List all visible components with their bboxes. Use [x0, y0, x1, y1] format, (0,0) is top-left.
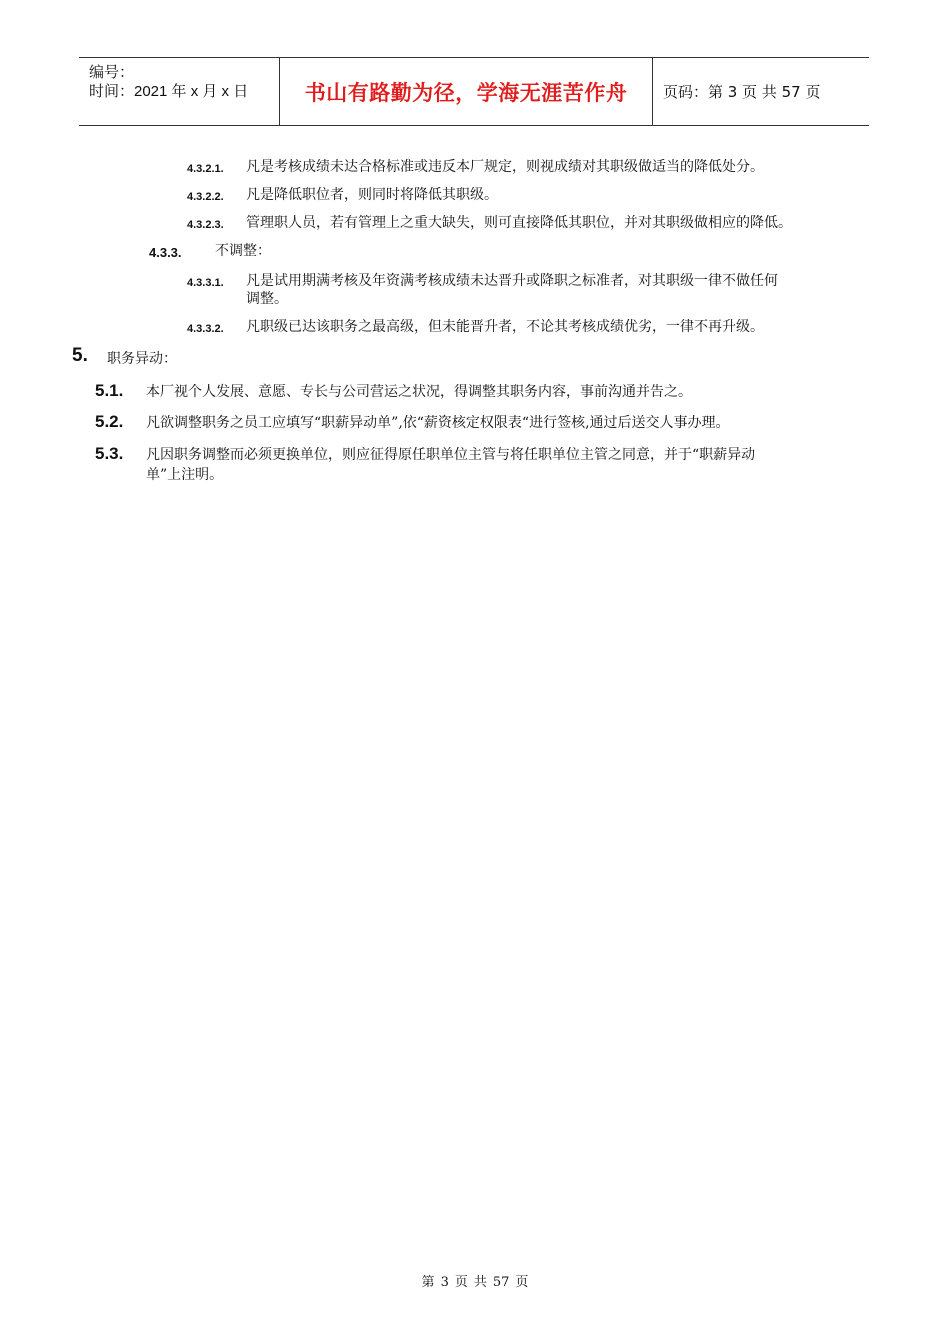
document-header: [79, 57, 869, 126]
section-text-line1: 凡是试用期满考核及年资满考核成绩未达晋升或降职之标准者，对其职级一律不做任何: [246, 273, 778, 289]
section-number: 5.3.: [95, 444, 124, 463]
section-text: 凡欲调整职务之员工应填写“职薪异动单”,依“薪资核定权限表“进行签核,通过后送交人事办理。: [146, 415, 730, 431]
section-number: 4.3.3.2.: [187, 323, 224, 335]
section-text: 管理职人员，若有管理上之重大缺失，则可直接降低其职位，并对其职级做相应的降低。: [246, 215, 792, 231]
section-text: 本厂视个人发展、意愿、专长与公司营运之状况，得调整其职务内容，事前沟通并告之。: [146, 384, 692, 400]
header-motto-cell: [280, 58, 653, 125]
section-text-line1: 凡因职务调整而必须更换单位，则应征得原任职单位主管与将任职单位主管之同意，并于“职薪异动: [146, 447, 756, 463]
section-text: 不调整：: [215, 243, 271, 259]
section-number: 4.3.2.1.: [187, 163, 224, 175]
page-footer: [0, 1271, 950, 1290]
section-number: 5.: [72, 345, 88, 366]
section-text: 凡职级已达该职务之最高级，但未能晋升者，不论其考核成绩优劣，一律不再升级。: [246, 319, 764, 335]
date-label: 时间：2021 年 x 月 x 日: [89, 83, 249, 100]
header-meta: [79, 58, 280, 125]
section-number: 5.2.: [95, 412, 124, 431]
footer-di: 第: [421, 1275, 435, 1290]
section-text: 职务异动：: [107, 351, 177, 367]
footer-total-pages: 57: [492, 1275, 510, 1290]
footer-page-number: 3: [440, 1275, 449, 1290]
footer-ye: 页: [454, 1275, 468, 1290]
section-number: 4.3.3.: [149, 245, 182, 260]
section-text: 凡是降低职位者，则同时将降低其职级。: [246, 187, 498, 203]
header-page-info: 页码：第 3 页 共 57 页: [663, 83, 821, 101]
section-number: 4.3.2.3.: [187, 219, 224, 231]
motto: 书山有路勤为径，学海无涯苦作舟: [304, 80, 628, 105]
section-number: 4.3.3.1.: [187, 277, 224, 289]
section-text: 凡是考核成绩未达合格标准或违反本厂规定，则视成绩对其职级做适当的降低处分。: [246, 159, 764, 175]
footer-gong: 共: [473, 1275, 487, 1290]
section-text-line2: 调整。: [246, 291, 288, 307]
section-text-line2: 单”上注明。: [146, 467, 224, 483]
section-number: 4.3.2.2.: [187, 191, 224, 203]
code-label: 编号：: [89, 64, 135, 81]
section-number: 5.1.: [95, 381, 124, 400]
footer-ye-2: 页: [515, 1275, 529, 1290]
